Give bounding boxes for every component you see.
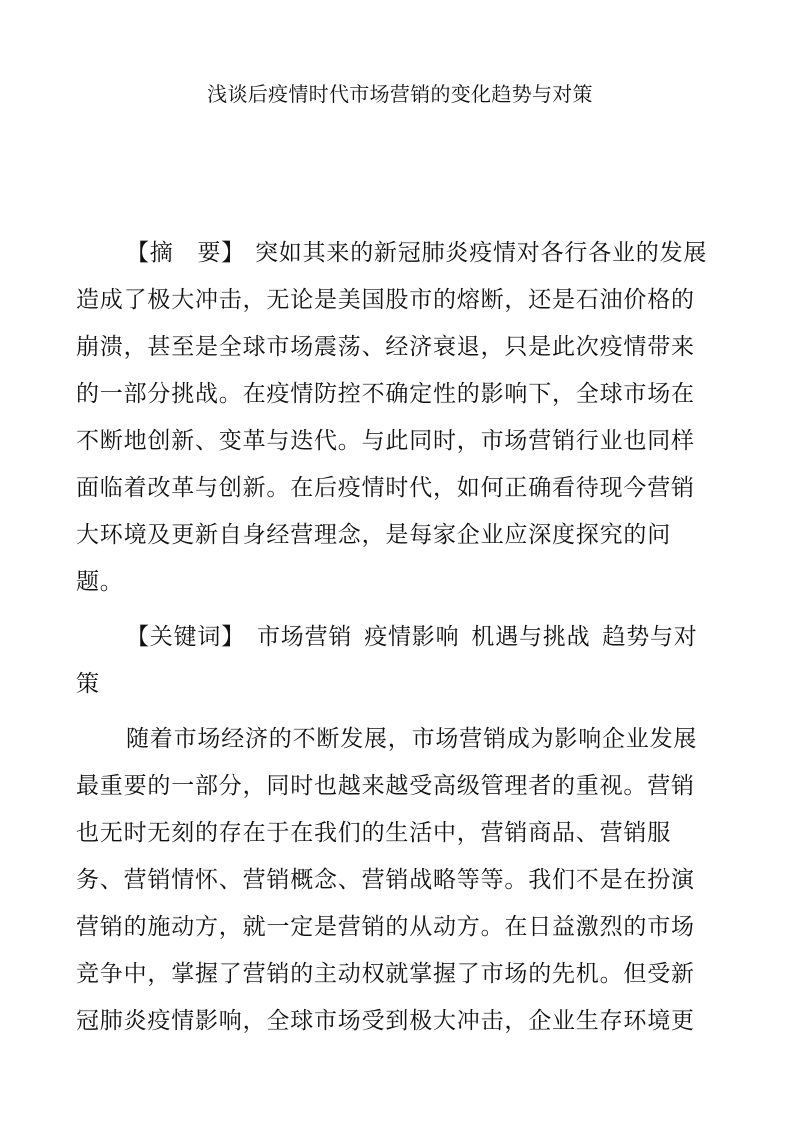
document-body (76, 230, 716, 1045)
abstract-label: 【摘 要】 (126, 240, 245, 266)
keyword-item: 市场营销 (257, 624, 353, 650)
abstract-line: 崩溃，甚至是全球市场震荡、经济衰退，只是此次疫情带来 (76, 334, 695, 360)
paragraph-line: 最重要的一部分，同时也越来越受高级管理者的重视。营销 (76, 773, 695, 799)
keyword-item: 趋势与对 (602, 624, 698, 650)
abstract-line: 题。 (76, 569, 124, 595)
abstract-line: 大环境及更新自身经营理念，是每家企业应深度探究的问 (76, 522, 671, 548)
paragraph-line: 营销的施动方，就一定是营销的从动方。在日益激烈的市场 (76, 914, 695, 940)
paragraph-line: 也无时无刻的存在于在我们的生活中，营销商品、营销服 (76, 820, 671, 846)
keywords-section (76, 614, 716, 708)
keywords-label: 【关键词】 (126, 624, 245, 650)
keyword-item: 疫情影响 (364, 624, 460, 650)
abstract-text: 突如其来的新冠肺炎疫情对各行各业的发展 (255, 240, 708, 266)
document-title: 浅谈后疫情时代市场营销的变化趋势与对策 (207, 82, 593, 106)
body-paragraph (76, 716, 716, 1045)
keywords-line (76, 614, 716, 661)
abstract-line: 不断地创新、变革与迭代。与此同时，市场营销行业也同样 (76, 428, 695, 454)
abstract-line: 的一部分挑战。在疫情防控不确定性的影响下，全球市场在 (76, 381, 695, 407)
abstract-line: 造成了极大冲击，无论是美国股市的熔断，还是石油价格的 (76, 287, 695, 313)
abstract-line (76, 230, 716, 277)
keywords-continuation: 策 (76, 671, 100, 697)
paragraph-line: 务、营销情怀、营销概念、营销战略等等。我们不是在扮演 (76, 867, 695, 893)
keyword-item: 机遇与挑战 (471, 624, 591, 650)
abstract-line: 面临着改革与创新。在后疫情时代，如何正确看待现今营销 (76, 475, 695, 501)
paragraph-line: 随着市场经济的不断发展，市场营销成为影响企业发展 (126, 726, 698, 752)
abstract-section (76, 230, 716, 606)
paragraph-line: 冠肺炎疫情影响，全球市场受到极大冲击，企业生存环境更 (76, 1008, 695, 1034)
paragraph-line: 竞争中，掌握了营销的主动权就掌握了市场的先机。但受新 (76, 961, 695, 987)
